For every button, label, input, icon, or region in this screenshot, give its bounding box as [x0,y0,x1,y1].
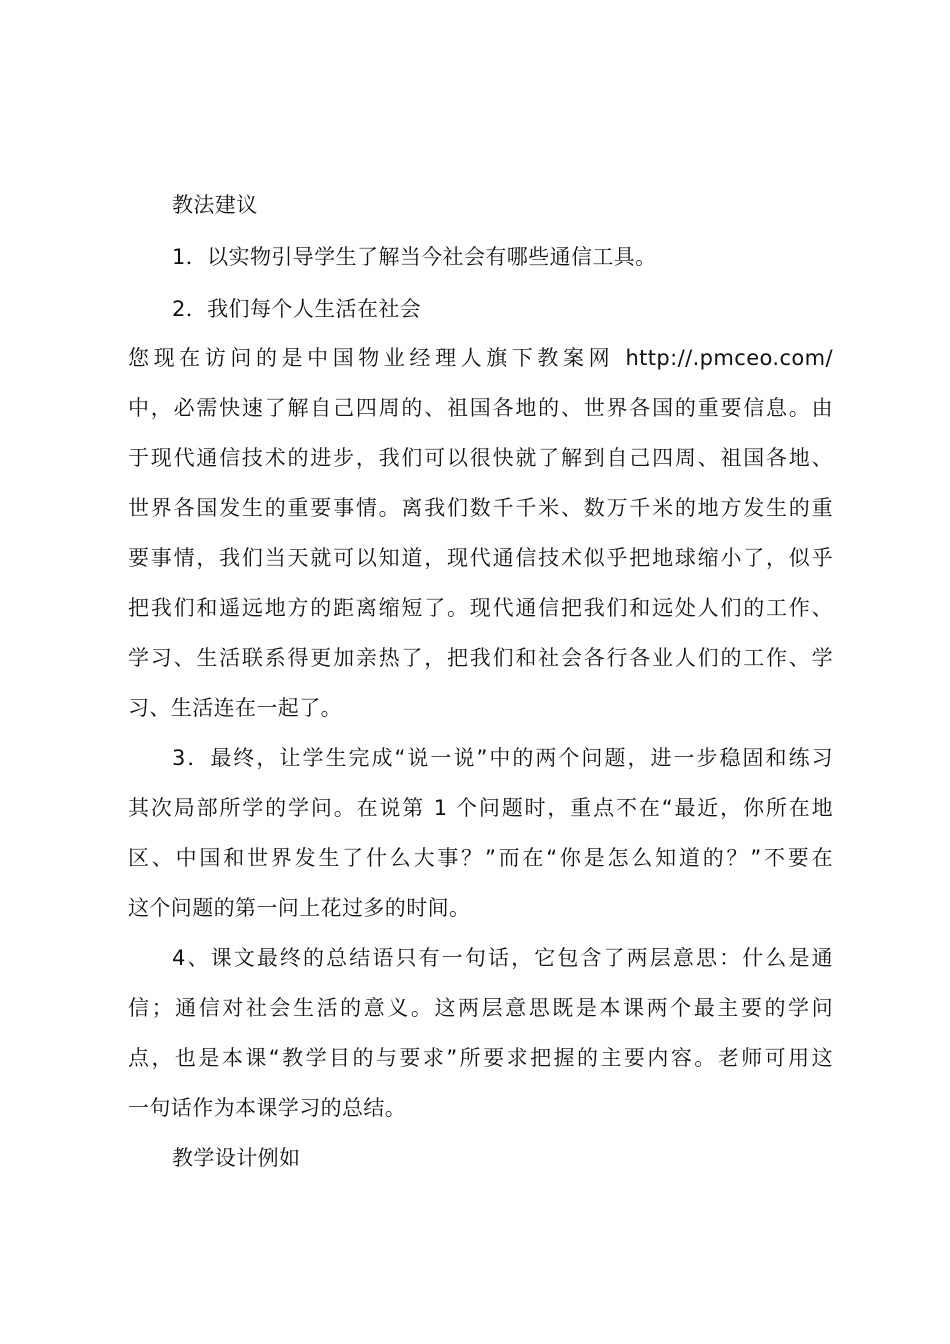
paragraph-line: 学习、生活联系得更加亲热了，把我们和社会各行各业人们的工作、学 [128,646,833,670]
paragraph-line: 于现代通信技术的进步，我们可以很快就了解到自己四周、祖国各地、 [128,446,833,470]
paragraph-line: 一句话作为本课学习的总结。 [128,1096,407,1120]
heading-teaching-suggestions: 教法建议 [172,193,258,217]
paragraph-line: 要事情，我们当天就可以知道，现代通信技术似乎把地球缩小了，似乎 [128,546,833,570]
paragraph-line: 区、中国和世界发生了什么大事？”而在“你是怎么知道的？”不要在 [128,846,833,870]
suggestion-item-3: 3．最终，让学生完成“说一说”中的两个问题，进一步稳固和练习 [172,746,833,770]
paragraph-line: 信；通信对社会生活的意义。这两层意思既是本课两个最主要的学问 [128,996,833,1020]
paragraph-line: 中，必需快速了解自己四周的、祖国各地的、世界各国的重要信息。由 [128,396,833,420]
paragraph-line: 把我们和遥远地方的距离缩短了。现代通信把我们和远处人们的工作、 [128,596,833,620]
suggestion-item-2: 2．我们每个人生活在社会 [172,297,422,321]
heading-teaching-design-example: 教学设计例如 [172,1146,301,1170]
paragraph-line: 这个问题的第一问上花过多的时间。 [128,896,471,920]
suggestion-item-1: 1．以实物引导学生了解当今社会有哪些通信工具。 [172,245,657,269]
paragraph-line: 其次局部所学的学问。在说第 1 个问题时，重点不在“最近，你所在地 [128,796,833,820]
suggestion-item-4: 4、课文最终的总结语只有一句话，它包含了两层意思：什么是通 [172,946,833,970]
paragraph-line: 您现在访问的是中国物业经理人旗下教案网 http://.pmceo.com/ [128,346,833,370]
paragraph-line: 习、生活连在一起了。 [128,696,342,720]
paragraph-line: 世界各国发生的重要事情。离我们数千千米、数万千米的地方发生的重 [128,496,833,520]
paragraph-line: 点，也是本课“教学目的与要求”所要求把握的主要内容。老师可用这 [128,1046,833,1070]
